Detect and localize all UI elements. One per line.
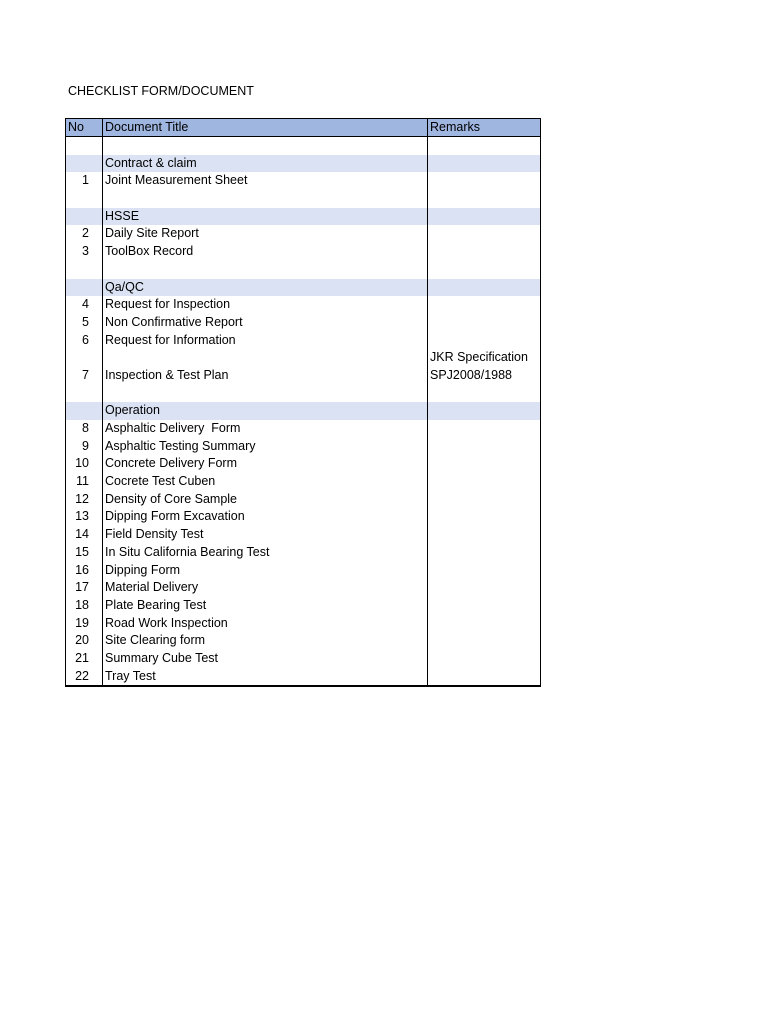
row-no: 8	[66, 420, 103, 438]
row-no	[66, 155, 103, 173]
row-no	[66, 261, 103, 279]
row-title: Request for Inspection	[103, 296, 428, 314]
row-remarks	[428, 597, 540, 615]
row-no: 7	[66, 349, 103, 384]
row-no: 16	[66, 562, 103, 580]
row-title	[103, 190, 428, 208]
row-no: 14	[66, 526, 103, 544]
table-row	[66, 579, 540, 597]
row-remarks	[428, 332, 540, 350]
row-title: In Situ California Bearing Test	[103, 544, 428, 562]
row-remarks	[428, 190, 540, 208]
row-remarks	[428, 420, 540, 438]
row-remarks	[428, 385, 540, 403]
row-no: 15	[66, 544, 103, 562]
row-remarks	[428, 349, 540, 384]
table-row	[66, 526, 540, 544]
row-no: 5	[66, 314, 103, 332]
table-row	[66, 438, 540, 456]
table-row	[66, 473, 540, 491]
table-row	[66, 261, 540, 279]
row-title: Tray Test	[103, 668, 428, 686]
row-no: 22	[66, 668, 103, 686]
table-row	[66, 243, 540, 261]
row-remarks	[428, 526, 540, 544]
row-remarks	[428, 225, 540, 243]
row-title: Inspection & Test Plan	[103, 349, 428, 384]
row-remarks	[428, 508, 540, 526]
table-row	[66, 172, 540, 190]
row-remarks	[428, 261, 540, 279]
row-no: 9	[66, 438, 103, 456]
row-remarks	[428, 491, 540, 509]
row-remarks	[428, 279, 540, 297]
row-no: 19	[66, 615, 103, 633]
table-row	[66, 544, 540, 562]
row-remarks	[428, 296, 540, 314]
section-label: Qa/QC	[103, 279, 428, 297]
row-remarks	[428, 632, 540, 650]
section-label: Operation	[103, 402, 428, 420]
row-title: Non Confirmative Report	[103, 314, 428, 332]
row-remarks	[428, 668, 540, 686]
row-title: Dipping Form	[103, 562, 428, 580]
row-title: Asphaltic Delivery Form	[103, 420, 428, 438]
row-no: 13	[66, 508, 103, 526]
table-row	[66, 508, 540, 526]
row-remarks	[428, 650, 540, 668]
table-row	[66, 668, 540, 686]
row-title	[103, 385, 428, 403]
row-no	[66, 279, 103, 297]
table-row	[66, 137, 540, 155]
header-no: No	[66, 119, 103, 136]
header-remarks: Remarks	[430, 120, 481, 134]
section-label: HSSE	[103, 208, 428, 226]
row-remarks	[428, 243, 540, 261]
row-remarks	[428, 137, 540, 155]
table-header-row	[66, 119, 540, 137]
row-title: Request for Information	[103, 332, 428, 350]
row-title	[103, 137, 428, 155]
section-label: Contract & claim	[103, 155, 428, 173]
row-no: 17	[66, 579, 103, 597]
row-title: Road Work Inspection	[103, 615, 428, 633]
checklist-table	[65, 118, 541, 687]
table-row	[66, 455, 540, 473]
table-row	[66, 332, 540, 350]
row-remarks	[428, 155, 540, 173]
table-row	[66, 615, 540, 633]
row-no: 2	[66, 225, 103, 243]
row-remarks	[428, 579, 540, 597]
row-title: Daily Site Report	[103, 225, 428, 243]
table-row	[66, 296, 540, 314]
header-document-title: Document Title	[103, 119, 428, 136]
remarks-line: JKR Specification	[430, 350, 528, 365]
row-title: Material Delivery	[103, 579, 428, 597]
remarks-line: SPJ2008/1988	[430, 367, 513, 382]
row-no: 6	[66, 332, 103, 350]
row-title: Summary Cube Test	[103, 650, 428, 668]
row-title: Concrete Delivery Form	[103, 455, 428, 473]
row-remarks	[428, 544, 540, 562]
row-remarks	[428, 438, 540, 456]
table-row	[66, 349, 540, 384]
row-no: 12	[66, 491, 103, 509]
row-remarks	[428, 208, 540, 226]
row-no: 11	[66, 473, 103, 491]
row-no	[66, 208, 103, 226]
row-no: 3	[66, 243, 103, 261]
row-title: Field Density Test	[103, 526, 428, 544]
row-no: 21	[66, 650, 103, 668]
row-no	[66, 385, 103, 403]
table-row	[66, 420, 540, 438]
table-row	[66, 632, 540, 650]
row-title: ToolBox Record	[103, 243, 428, 261]
row-title: Site Clearing form	[103, 632, 428, 650]
table-row	[66, 650, 540, 668]
row-remarks	[428, 562, 540, 580]
row-remarks	[428, 615, 540, 633]
table-row	[66, 562, 540, 580]
row-no	[66, 190, 103, 208]
table-row	[66, 491, 540, 509]
row-remarks	[428, 455, 540, 473]
row-no: 18	[66, 597, 103, 615]
row-remarks	[428, 314, 540, 332]
row-title	[103, 261, 428, 279]
row-title: Joint Measurement Sheet	[103, 172, 428, 190]
row-no: 4	[66, 296, 103, 314]
table-row	[66, 597, 540, 615]
table-row	[66, 190, 540, 208]
row-title: Asphaltic Testing Summary	[103, 438, 428, 456]
table-row	[66, 225, 540, 243]
row-remarks	[428, 473, 540, 491]
row-no: 10	[66, 455, 103, 473]
table-row	[66, 314, 540, 332]
row-no	[66, 402, 103, 420]
section-row-contract-claim	[66, 155, 540, 173]
table-row	[66, 385, 540, 403]
row-remarks	[428, 402, 540, 420]
row-remarks	[428, 172, 540, 190]
row-title: Plate Bearing Test	[103, 597, 428, 615]
row-title: Cocrete Test Cuben	[103, 473, 428, 491]
row-no	[66, 137, 103, 155]
section-row-hsse	[66, 208, 540, 226]
row-title: Dipping Form Excavation	[103, 508, 428, 526]
page-title: CHECKLIST FORM/DOCUMENT	[68, 84, 254, 98]
section-row-qaqc	[66, 279, 540, 297]
row-no: 1	[66, 172, 103, 190]
row-title: Density of Core Sample	[103, 491, 428, 509]
row-no: 20	[66, 632, 103, 650]
section-row-operation	[66, 402, 540, 420]
